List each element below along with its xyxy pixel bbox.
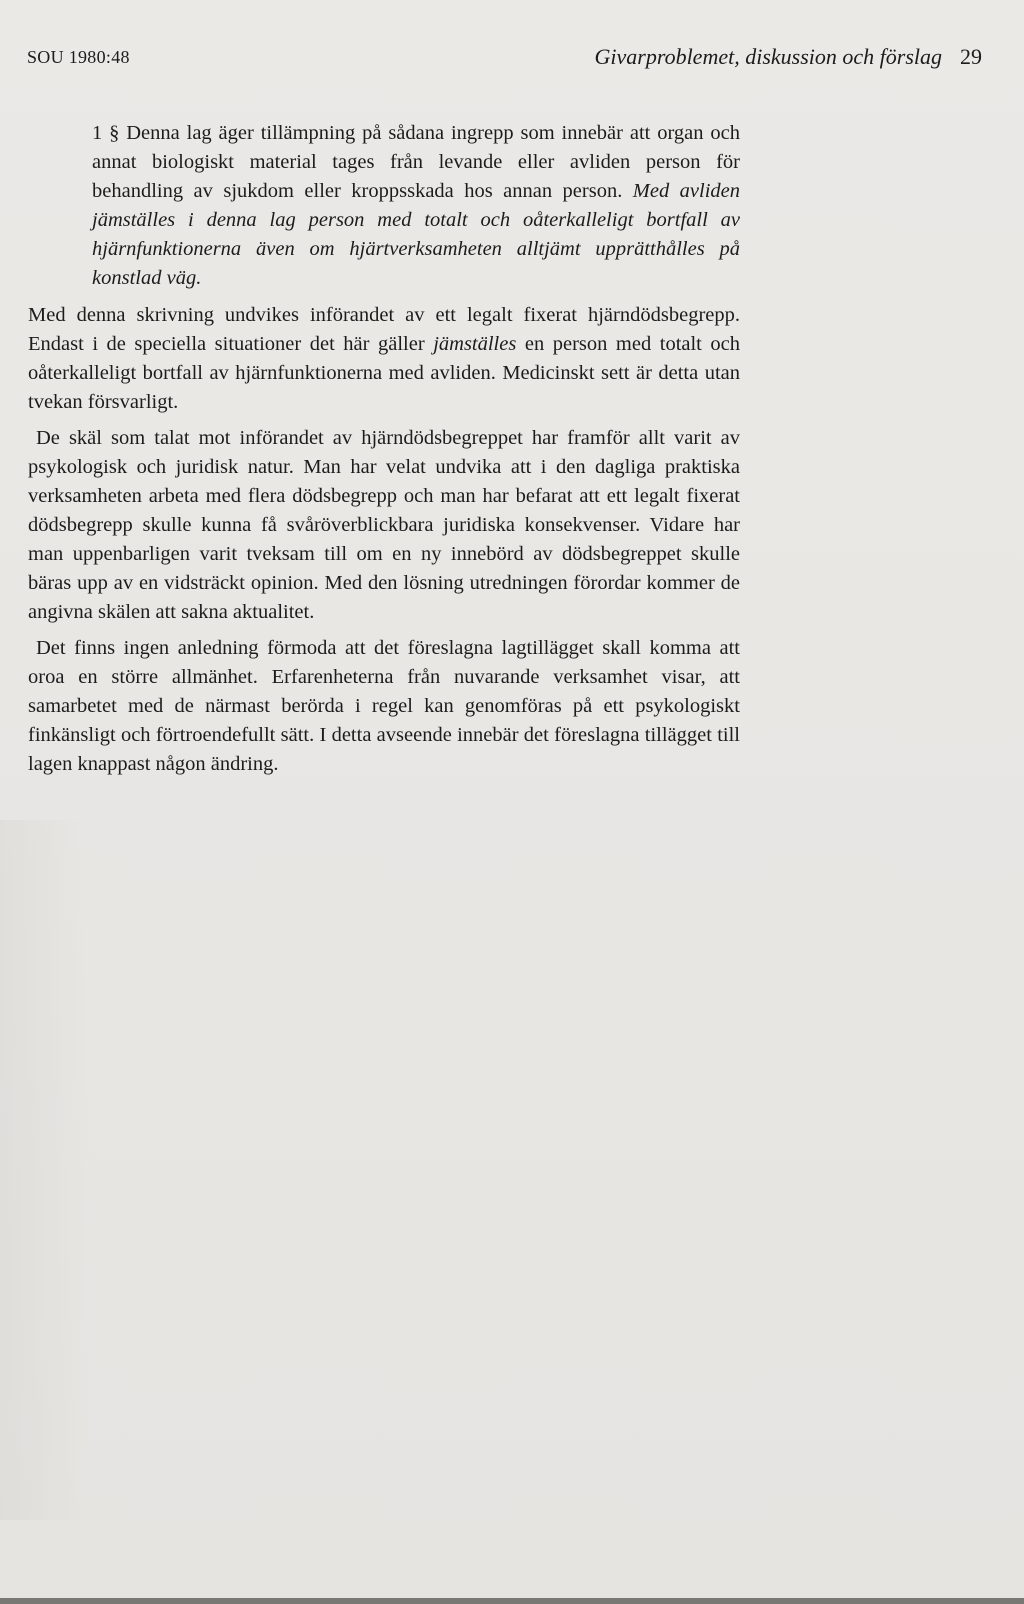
page-number: 29 xyxy=(960,44,982,69)
body-text xyxy=(28,301,740,786)
running-header xyxy=(595,44,983,70)
paragraph-1-italic: jämställes xyxy=(433,333,517,355)
report-identifier: SOU 1980:48 xyxy=(27,47,130,67)
paragraph-1-part-2: en person med totalt och oåterkalleligt bortfall av hjärnfunktionerna med avliden. Medicinskt sett är detta utan tvekan försvarligt. xyxy=(28,333,741,413)
paragraph-1 xyxy=(28,301,740,417)
law-quote-italic: Med avliden jämställes i denna lag person med totalt och oåterkalleligt bortfall av hjärnfunktionerna även om hjärtverksamheten alltjämt upprätthålles på konstlad väg. xyxy=(92,180,740,289)
paragraph-2: De skäl som talat mot införandet av hjärndödsbegreppet har framför allt varit av psykologisk och juridisk natur. Man har velat undvika att i den dagliga praktiska verksamheten arbeta med flera dödsbegrepp och man har befarat att ett legalt fixerat dödsbegrepp skulle kunna få svåröverblickbara juridiska konsekvenser. Vidare har man uppenbarligen varit tveksam till om en ny innebörd av dödsbegreppet skulle bäras upp av en vidsträckt opinion. Med den lösning utredningen förordar kommer de angivna skälen att sakna aktualitet. xyxy=(28,427,740,623)
paragraph-1-part-1: Med denna skrivning undvikes införandet av ett legalt fixerat hjärndödsbegrepp. Endast i de speciella situationer det här gäller xyxy=(28,304,740,355)
law-quote-text: 1 § Denna lag äger tillämpning på sådana ingrepp som innebär att organ och annat biologiskt material tages från levande eller avliden person för behandling av sjukdom eller kroppsskada hos annan person. xyxy=(92,122,740,202)
law-quote xyxy=(92,119,740,293)
page-edge-shading xyxy=(0,820,90,1520)
paragraph-3: Det finns ingen anledning förmoda att det föreslagna lagtillägget skall komma att oroa en större allmänhet. Erfarenheterna från nuvarande verksamhet visar, att samarbetet med de närmast berörda i regel kan genomföras på ett psykologiskt finkänsligt och förtroendefullt sätt. I detta avseende innebär det föreslagna tillägget till lagen knappast någon ändring. xyxy=(28,637,740,775)
page-bottom-edge xyxy=(0,1598,1024,1604)
chapter-title: Givarproblemet, diskussion och förslag xyxy=(594,44,942,69)
